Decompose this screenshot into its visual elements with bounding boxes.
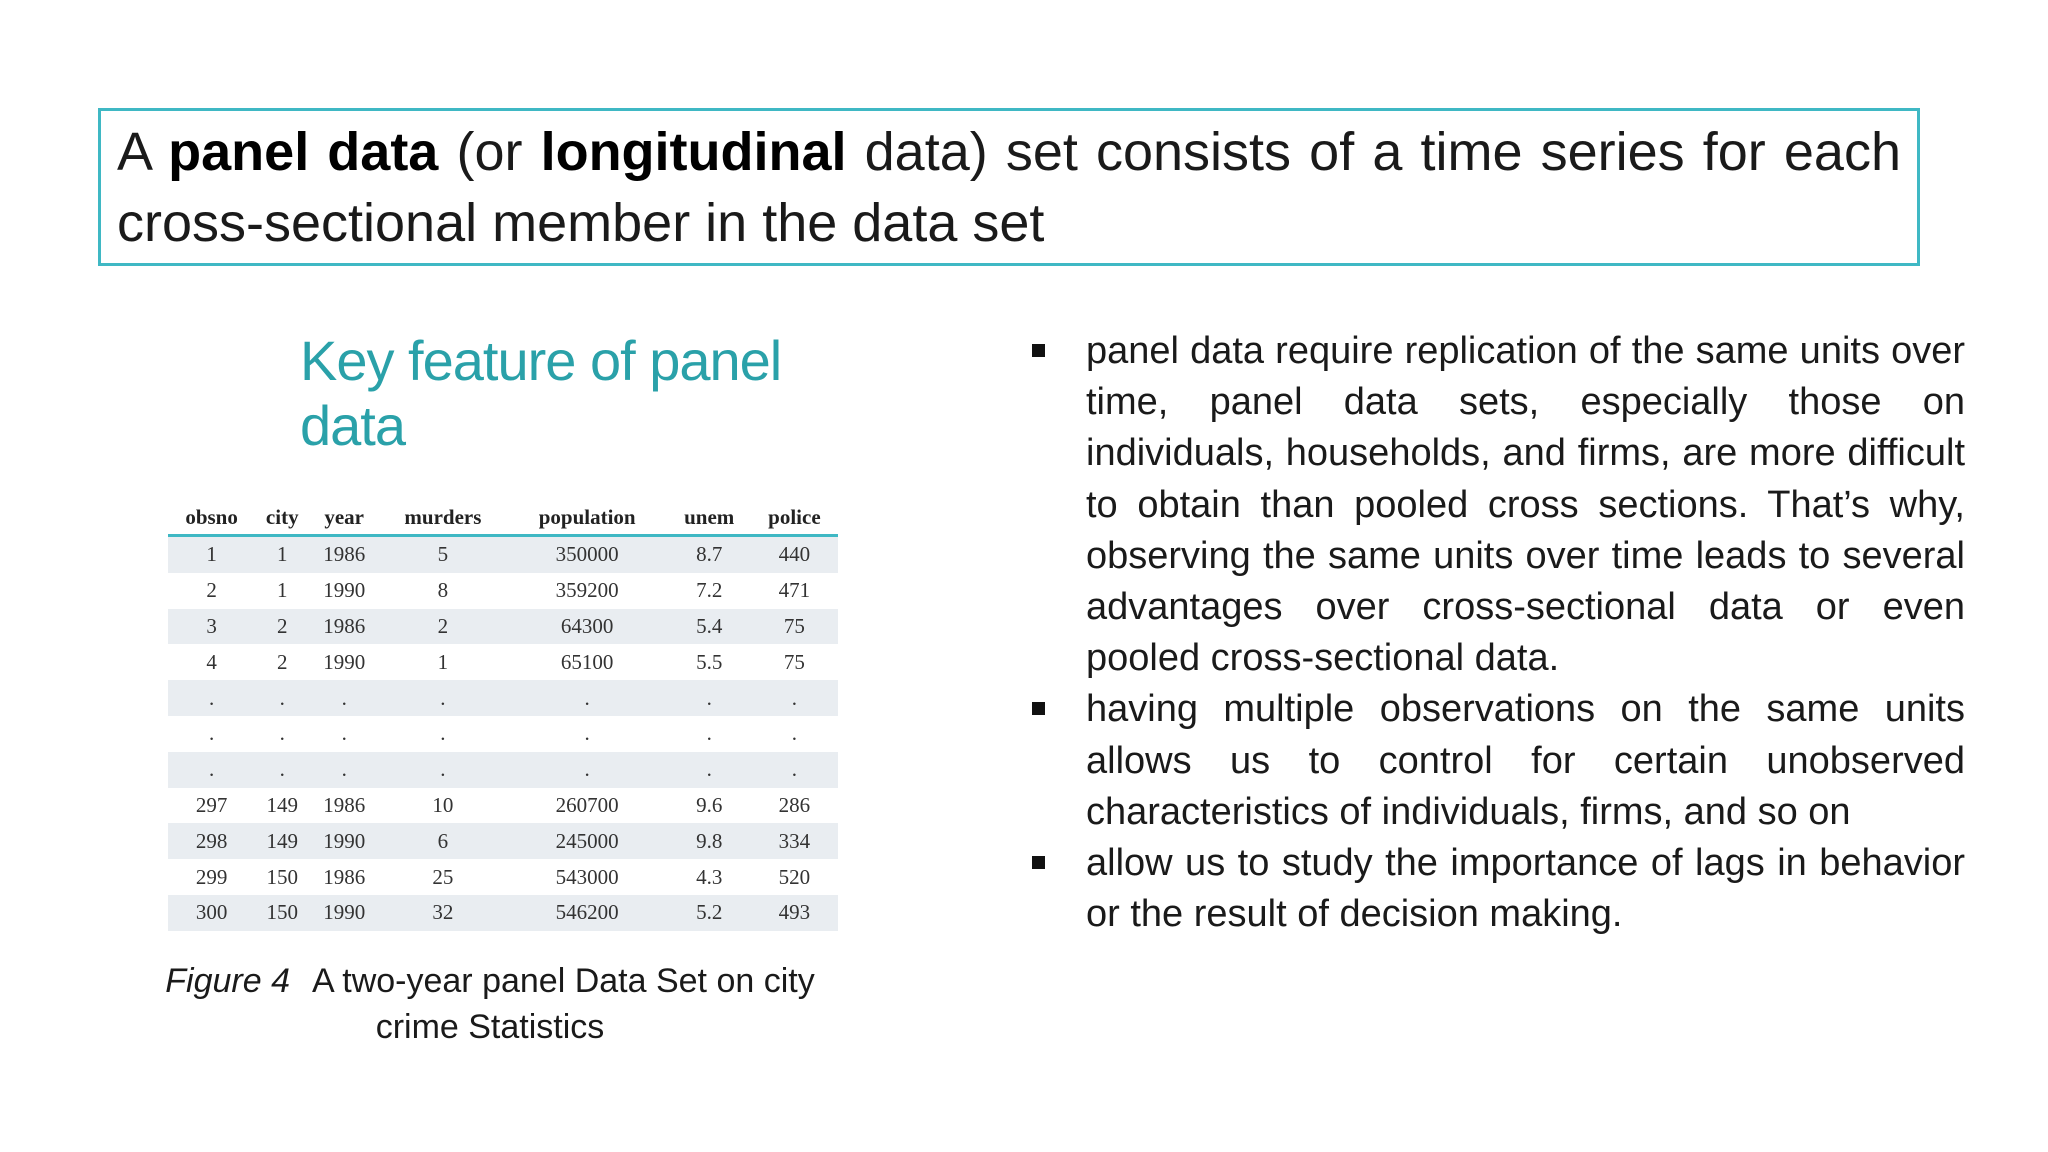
definition-term-panel-data: panel data [168,122,439,182]
table-cell: 245000 [507,823,668,859]
table-cell: 299 [168,859,255,895]
table-cell: 1986 [309,536,379,573]
table-cell: . [379,752,507,788]
table-cell: . [255,680,309,716]
square-bullet-icon [1032,856,1045,869]
table-cell: . [309,716,379,752]
table-cell: 2 [255,644,309,680]
table-row [168,680,838,716]
table-cell: 10 [379,788,507,824]
table-cell: . [507,752,668,788]
table-cell: 149 [255,788,309,824]
table-cell: 65100 [507,644,668,680]
bullet-text: panel data require replication of the same units over time, panel data sets, especially those on individuals, households, and firms, are more difficult to obtain than pooled cross sections. That’s why, observing the same units over time leads to several advantages over cross-sectional data or even pooled cross-sectional data. [1086,330,1965,680]
table-cell: 32 [379,895,507,931]
table-cell: . [507,716,668,752]
table-cell: . [168,716,255,752]
table-cell: 5.2 [668,895,751,931]
table-cell: 543000 [507,859,668,895]
bullet-text: having multiple observations on the same units allows us to control for certain unobserved characteristics of individuals, firms, and so on [1086,688,1965,833]
table-cell: 1986 [309,609,379,645]
table-cell: 2 [255,609,309,645]
column-header: year [309,500,379,536]
table-cell: 4 [168,644,255,680]
column-header: city [255,500,309,536]
table-cell: 334 [751,823,838,859]
table-row [168,788,838,824]
table-cell: 297 [168,788,255,824]
figure-label: Figure 4 [165,962,290,1000]
bullet-text: allow us to study the importance of lags in behavior or the result of decision making. [1086,842,1965,936]
table-row [168,536,838,573]
table-cell: 471 [751,573,838,609]
table-cell: 1 [255,573,309,609]
table-cell: . [507,680,668,716]
table-cell: . [255,752,309,788]
table-cell: 1990 [309,573,379,609]
table-cell: . [751,716,838,752]
bullet-item [1030,326,1965,684]
table-cell: 1 [255,536,309,573]
table-cell: 520 [751,859,838,895]
table-cell: 1990 [309,895,379,931]
table-row [168,823,838,859]
table-cell: 25 [379,859,507,895]
table-cell: 9.6 [668,788,751,824]
table-row [168,573,838,609]
table-cell: 8.7 [668,536,751,573]
table-cell: 2 [168,573,255,609]
table-cell: . [668,680,751,716]
table-cell: 150 [255,859,309,895]
table-cell: . [751,680,838,716]
table-cell: 9.8 [668,823,751,859]
table-row [168,609,838,645]
table-cell: 359200 [507,573,668,609]
square-bullet-icon [1032,344,1045,357]
figure-caption-text: A two-year panel Data Set on city crime Statistics [312,962,815,1046]
definition-middle: (or [438,122,541,182]
column-header: population [507,500,668,536]
table-header-row [168,500,838,536]
table-cell: . [168,752,255,788]
table-cell: . [168,680,255,716]
table-cell: 64300 [507,609,668,645]
table-cell: 5.5 [668,644,751,680]
column-header: murders [379,500,507,536]
table-cell: 8 [379,573,507,609]
table-cell: . [379,680,507,716]
bullet-item [1030,838,1965,940]
table-cell: 5 [379,536,507,573]
table-cell: 546200 [507,895,668,931]
table-row [168,716,838,752]
definition-box [98,108,1920,266]
table-cell: . [668,752,751,788]
table-cell: 350000 [507,536,668,573]
table-row [168,895,838,931]
table-cell: 286 [751,788,838,824]
square-bullet-icon [1032,702,1045,715]
figure-caption [140,958,840,1050]
table-cell: . [255,716,309,752]
table-row [168,752,838,788]
table-cell: 298 [168,823,255,859]
table-cell: 5.4 [668,609,751,645]
table-cell: 440 [751,536,838,573]
table-cell: 1 [379,644,507,680]
table-cell: 6 [379,823,507,859]
table-cell: 2 [379,609,507,645]
table-cell: 75 [751,609,838,645]
table-cell: 1990 [309,823,379,859]
table-cell: 149 [255,823,309,859]
table-body [168,536,838,931]
table-cell: 1986 [309,859,379,895]
definition-term-longitudinal: longitudinal [540,122,847,182]
table-cell: . [309,680,379,716]
table-cell: 150 [255,895,309,931]
table-cell: 4.3 [668,859,751,895]
table-cell: 260700 [507,788,668,824]
table-cell: . [309,752,379,788]
key-feature-title: Key feature of panel data [300,329,782,457]
bullet-item [1030,684,1965,838]
table-row [168,859,838,895]
table-cell: . [668,716,751,752]
table-cell: 3 [168,609,255,645]
table-cell: 300 [168,895,255,931]
definition-suffix: data) set consists of a time series for each cross-sectional member in the data set [117,122,1901,253]
column-header: police [751,500,838,536]
table-row [168,644,838,680]
table-cell: . [751,752,838,788]
column-header: obsno [168,500,255,536]
column-header: unem [668,500,751,536]
table-cell: 1986 [309,788,379,824]
table-cell: 1 [168,536,255,573]
key-feature-bullet-list [1030,326,1965,940]
panel-data-table-figure [168,500,838,931]
table-cell: 493 [751,895,838,931]
table-cell: 7.2 [668,573,751,609]
table-cell: . [379,716,507,752]
definition-prefix: A [117,122,169,182]
table-cell: 75 [751,644,838,680]
table-cell: 1990 [309,644,379,680]
panel-data-table [168,500,838,931]
